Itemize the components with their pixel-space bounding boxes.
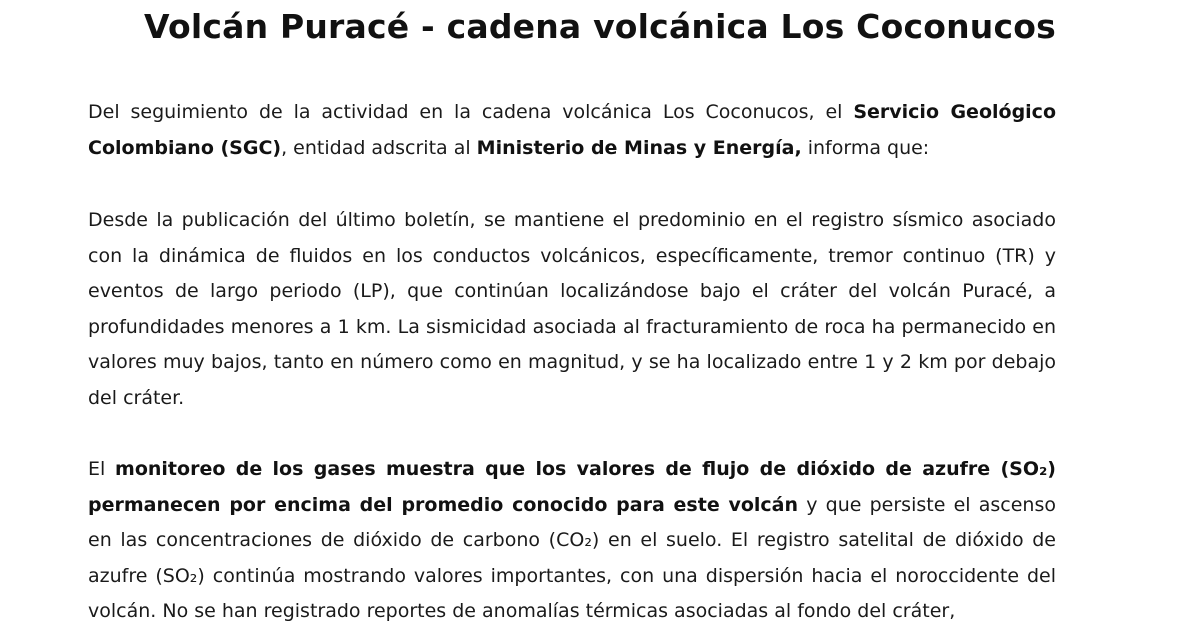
intro-text-1: Del seguimiento de la actividad en la cadena volcánica Los Coconucos, el: [88, 101, 854, 123]
intro-text-3: informa que:: [801, 136, 930, 159]
intro-text-2: , entidad adscrita al: [281, 136, 477, 159]
seismic-paragraph: Desde la publicación del último boletín, se mantiene el predominio en el registro sísmico asociado con la dinámica de fluidos en los conductos volcánicos, específicamente, tremor continuo (TR) y eventos de largo periodo (LP), que continúan localizándose bajo el cráter del volcán Puracé, a profundidades menores a 1 km. La sismicidad asociada al fracturamiento de roca ha permanecido en valores muy bajos, tanto en número como en magnitud, y se ha localizado entre 1 y 2 km por debajo del cráter.: [88, 209, 1056, 409]
ministry-name: Ministerio de Minas y Energía,: [476, 136, 802, 159]
intro-paragraph: [88, 95, 1056, 166]
gas-paragraph: [88, 452, 1056, 630]
gas-highlight: monitoreo de los gases muestra que los valores de flujo de dióxido de azufre (SO₂) permanecen por encima del promedio conocido para este volcán: [88, 458, 1056, 516]
gas-text-1: El: [88, 458, 116, 480]
gas-text-2: y que persiste el ascenso en las concentraciones de dióxido de carbono (CO₂) en el suelo. El registro satelital de dióxido de azufre (SO₂) continúa mostrando valores importantes, con una dispersión hacia el noroccidente del volcán. No se han registrado reportes de anomalías térmicas asociadas al fondo del cráter,: [88, 493, 1056, 622]
page-title: Volcán Puracé - cadena volcánica Los Coconucos: [144, 7, 1056, 46]
sgc-name: Servicio Geológico Colombiano (SGC): [88, 101, 1056, 159]
